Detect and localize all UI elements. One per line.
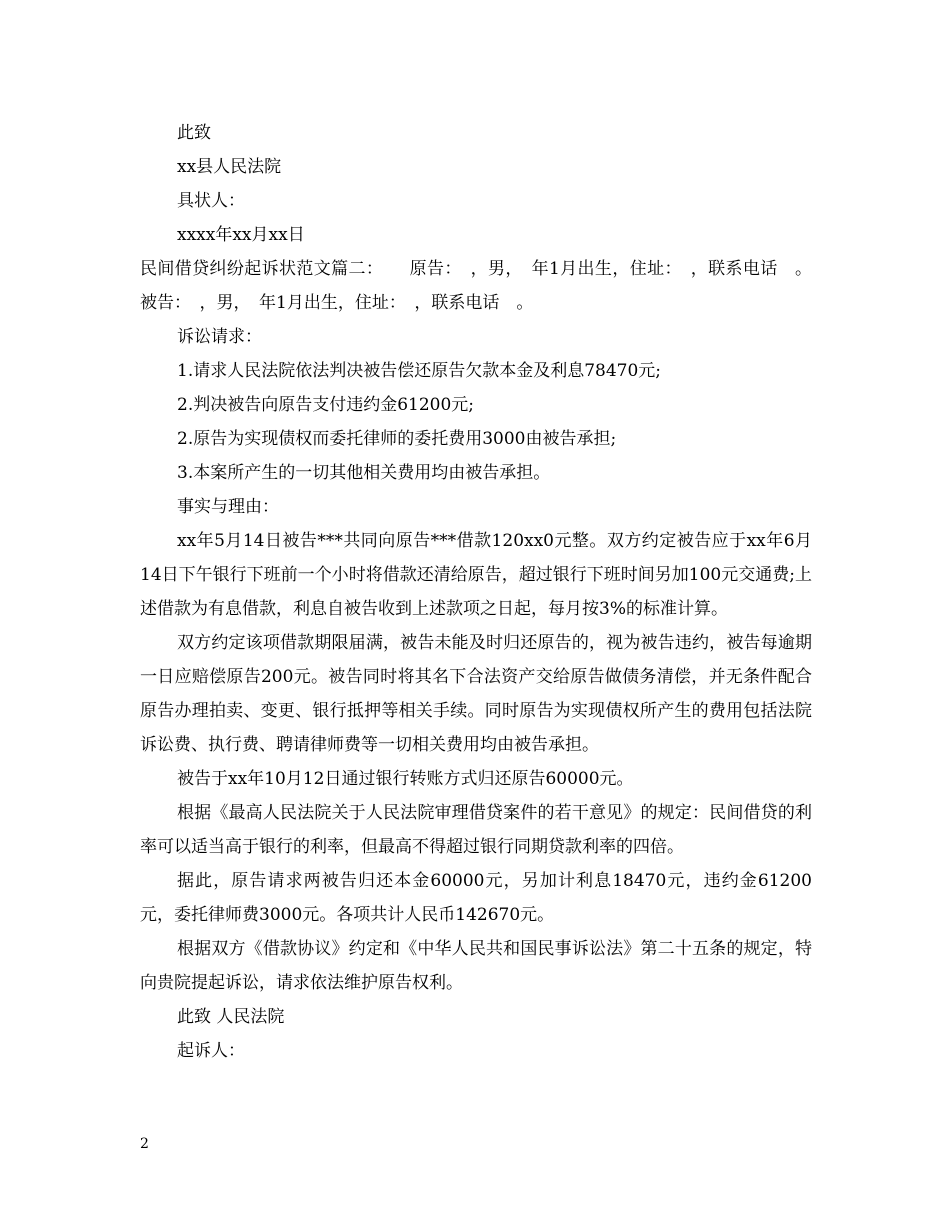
date-line: xxxx年xx月xx日 <box>177 225 305 245</box>
plaintiff-signature-label: 起诉人： <box>177 1041 245 1061</box>
facts-paragraph-3: 被告于xx年10月12日通过银行转账方式归还原告60000元。 <box>177 769 634 789</box>
facts-paragraph-2: 双方约定该项借款期限届满，被告未能及时归还原告的，视为被告违约，被告每逾期一日应赔偿原告200元。被告同时将其名下合法资产交给原告做债务清偿，并无条件配合原告办理拍卖、变更、银行抵押等相关手续。同时原告为实现债权所产生的费用包括法院诉讼费、执行费、聘请律师费等一切相关费用均由被告承担。 <box>140 633 812 755</box>
petitioner-label: 具状人： <box>177 191 245 211</box>
claim-item-1: 1.请求人民法院依法判决被告偿还原告欠款本金及利息78470元; <box>177 361 662 381</box>
facts-paragraph-1: xx年5月14日被告***共同向原告***借款120xx0元整。双方约定被告应于xx年6月14日下午银行下班前一个小时将借款还清给原告，超过银行下班时间另加100元交通费;上述借款为有息借款，利息自被告收到上述款项之日起，每月按3%的标准计算。 <box>140 531 812 619</box>
facts-paragraph-6: 根据双方《借款协议》约定和《中华人民共和国民事诉讼法》第二十五条的规定，特向贵院提起诉讼，请求依法维护原告权利。 <box>140 939 812 993</box>
claim-item-2: 2.判决被告向原告支付违约金61200元; <box>177 395 475 415</box>
closing-salutation-2: 此致 人民法院 <box>177 1007 285 1027</box>
facts-heading: 事实与理由： <box>177 497 279 517</box>
court-name: xx县人民法院 <box>177 157 282 177</box>
facts-paragraph-5: 据此，原告请求两被告归还本金60000元，另加计利息18470元，违约金61200元，委托律师费3000元。各项共计人民币142670元。 <box>140 871 812 925</box>
closing-salutation: 此致 <box>177 123 211 143</box>
claim-item-3: 2.原告为实现债权而委托律师的委托费用3000由被告承担; <box>177 429 617 449</box>
claim-item-4: 3.本案所产生的一切其他相关费用均由被告承担。 <box>177 463 551 483</box>
document-body <box>140 116 818 1068</box>
facts-paragraph-4: 根据《最高人民法院关于人民法院审理借贷案件的若干意见》的规定：民间借贷的利率可以适当高于银行的利率，但最高不得超过银行同期贷款利率的四倍。 <box>140 803 812 857</box>
claims-heading: 诉讼请求： <box>177 327 262 347</box>
section-two-parties: 民间借贷纠纷起诉状范文篇二： 原告： ，男， 年1月出生，住址： ，联系电话 。 被告： ，男， 年1月出生，住址： ，联系电话 。 <box>140 259 818 313</box>
page-number: 2 <box>140 1136 149 1152</box>
